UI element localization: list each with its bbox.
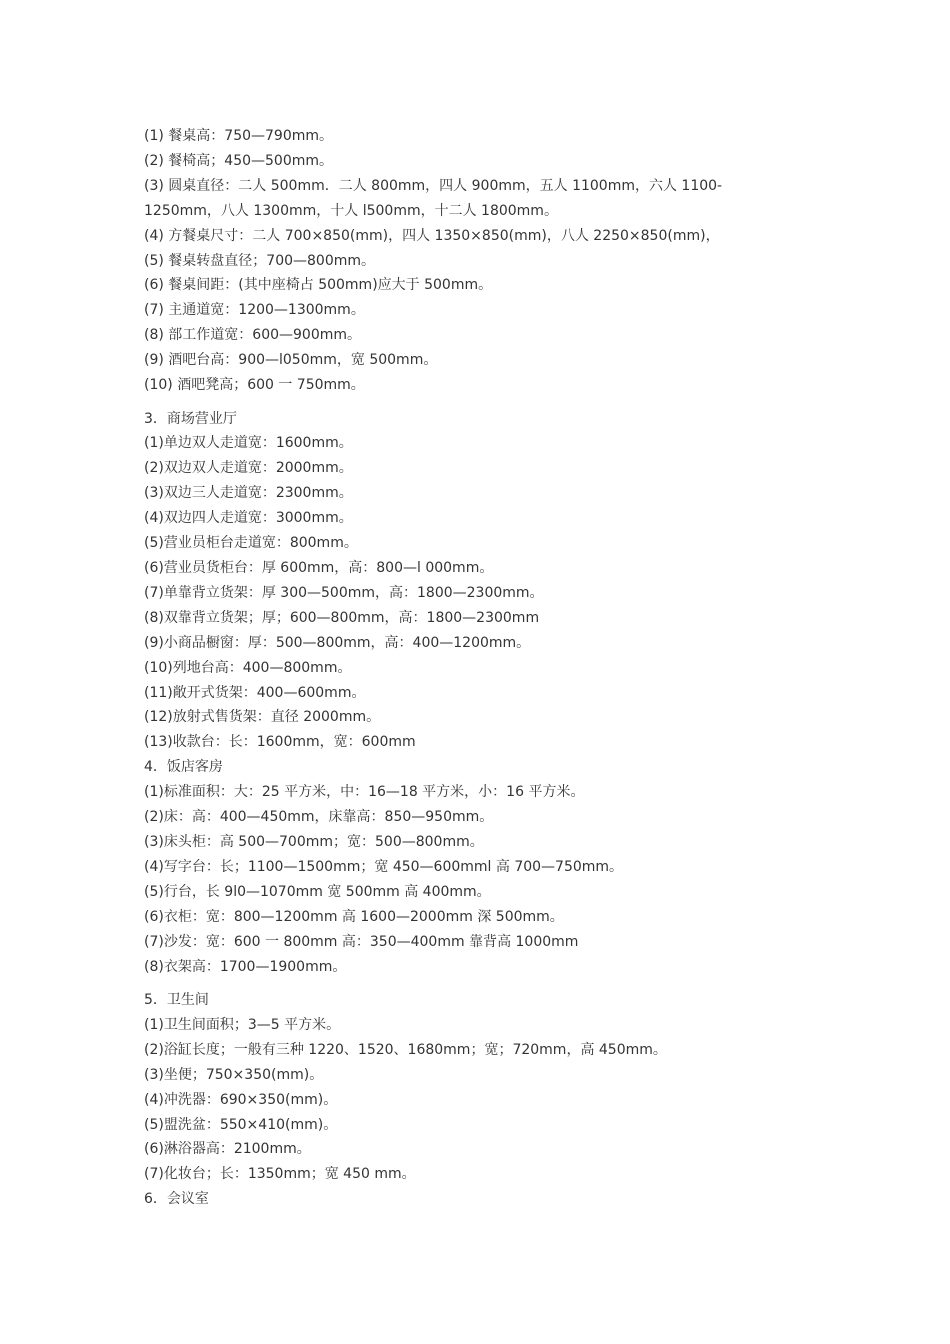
text-line: (10) 酒吧凳高；600 一 750mm。 — [144, 377, 365, 394]
text-line: (2) 餐椅高；450—500mm。 — [144, 152, 333, 169]
text-line: (6)淋浴器高：2100mm。 — [144, 1141, 311, 1158]
text-line: (6)衣柜：宽：800—1200mm 高 1600—2000mm 深 500mm。 — [144, 908, 564, 925]
text-line: (3)双边三人走道宽：2300mm。 — [144, 485, 353, 502]
section-heading: 4．饭店客房 — [144, 759, 223, 776]
text-line: (9)小商品橱窗：厚：500—800mm，高：400—1200mm。 — [144, 634, 531, 651]
text-line: (5)营业员柜台走道宽：800mm。 — [144, 535, 358, 552]
text-line: (3)坐便；750×350(mm)。 — [144, 1066, 324, 1083]
text-line: (4)写字台：长；1100—1500mm；宽 450—600mml 高 700—750mm。 — [144, 858, 624, 875]
text-line: (10)列地台高：400—800mm。 — [144, 659, 352, 676]
section-gap — [144, 979, 764, 988]
section-heading: 3．商场营业厅 — [144, 410, 237, 427]
text-line: (4)冲洗器：690×350(mm)。 — [144, 1091, 338, 1108]
text-line: (4)双边四人走道宽：3000mm。 — [144, 510, 353, 527]
section-heading: 5．卫生间 — [144, 992, 209, 1008]
text-line: (6) 餐桌间距：(其中座椅占 500mm)应大于 500mm。 — [144, 277, 493, 294]
text-line: (9) 酒吧台高：900—l050mm，宽 500mm。 — [144, 352, 438, 369]
text-line: 1250mm，八人 1300mm，十人 l500mm，十二人 1800mm。 — [144, 202, 558, 219]
text-line: (1)卫生间面积；3—5 平方米。 — [144, 1016, 341, 1033]
text-line: (7) 主通道宽：1200—1300mm。 — [144, 302, 365, 319]
text-line: (2)浴缸长度；一般有三种 1220、1520、1680mm；宽；720mm，高 450mm。 — [144, 1041, 667, 1058]
text-line: (8)双靠背立货架；厚；600—800mm，高：1800—2300mm — [144, 609, 540, 626]
text-line: (11)敞开式货架：400—600mm。 — [144, 684, 366, 701]
text-line: (13)收款台：长：1600mm，宽：600mm — [144, 734, 416, 751]
text-line: (2)双边双人走道宽：2000mm。 — [144, 460, 353, 477]
text-line: (4) 方餐桌尺寸：二人 700×850(mm)，四人 1350×850(mm)，八人 2250×850(mm)， — [144, 227, 720, 244]
text-line: (8)衣架高：1700—1900mm。 — [144, 958, 347, 975]
text-line: (2)床：高：400—450mm，床靠高：850—950mm。 — [144, 809, 494, 826]
section-gap — [144, 398, 764, 407]
text-line: (5)盟洗盆：550×410(mm)。 — [144, 1116, 338, 1133]
section-heading: 6．会议室 — [144, 1191, 209, 1208]
document-body — [144, 124, 764, 1212]
text-line: (5) 餐桌转盘直径；700—800mm。 — [144, 252, 375, 269]
text-line: (1)单边双人走道宽：1600mm。 — [144, 435, 353, 452]
text-line: (7)化妆台；长：1350mm；宽 450 mm。 — [144, 1166, 416, 1183]
text-line: (1)标准面积：大：25 平方米，中：16—18 平方米，小：16 平方米。 — [144, 784, 585, 801]
text-line: (3)床头柜：高 500—700mm；宽：500—800mm。 — [144, 833, 484, 850]
text-line: (3) 圆桌直径：二人 500mm．二人 800mm，四人 900mm，五人 1100mm，六人 1100- — [144, 177, 723, 194]
text-line: (8) 部工作道宽：600—900mm。 — [144, 327, 361, 344]
text-line: (6)营业员货柜台：厚 600mm，高：800—l 000mm。 — [144, 560, 494, 576]
text-line: (1) 餐桌高：750—790mm。 — [144, 128, 333, 144]
text-line: (12)放射式售货架：直径 2000mm。 — [144, 709, 381, 726]
text-line: (5)行台，长 9l0—1070mm 宽 500mm 高 400mm。 — [144, 883, 491, 900]
text-line: (7)单靠背立货架：厚 300—500mm，高：1800—2300mm。 — [144, 584, 544, 601]
text-line: (7)沙发：宽：600 一 800mm 高：350—400mm 靠背高 1000mm — [144, 933, 579, 950]
